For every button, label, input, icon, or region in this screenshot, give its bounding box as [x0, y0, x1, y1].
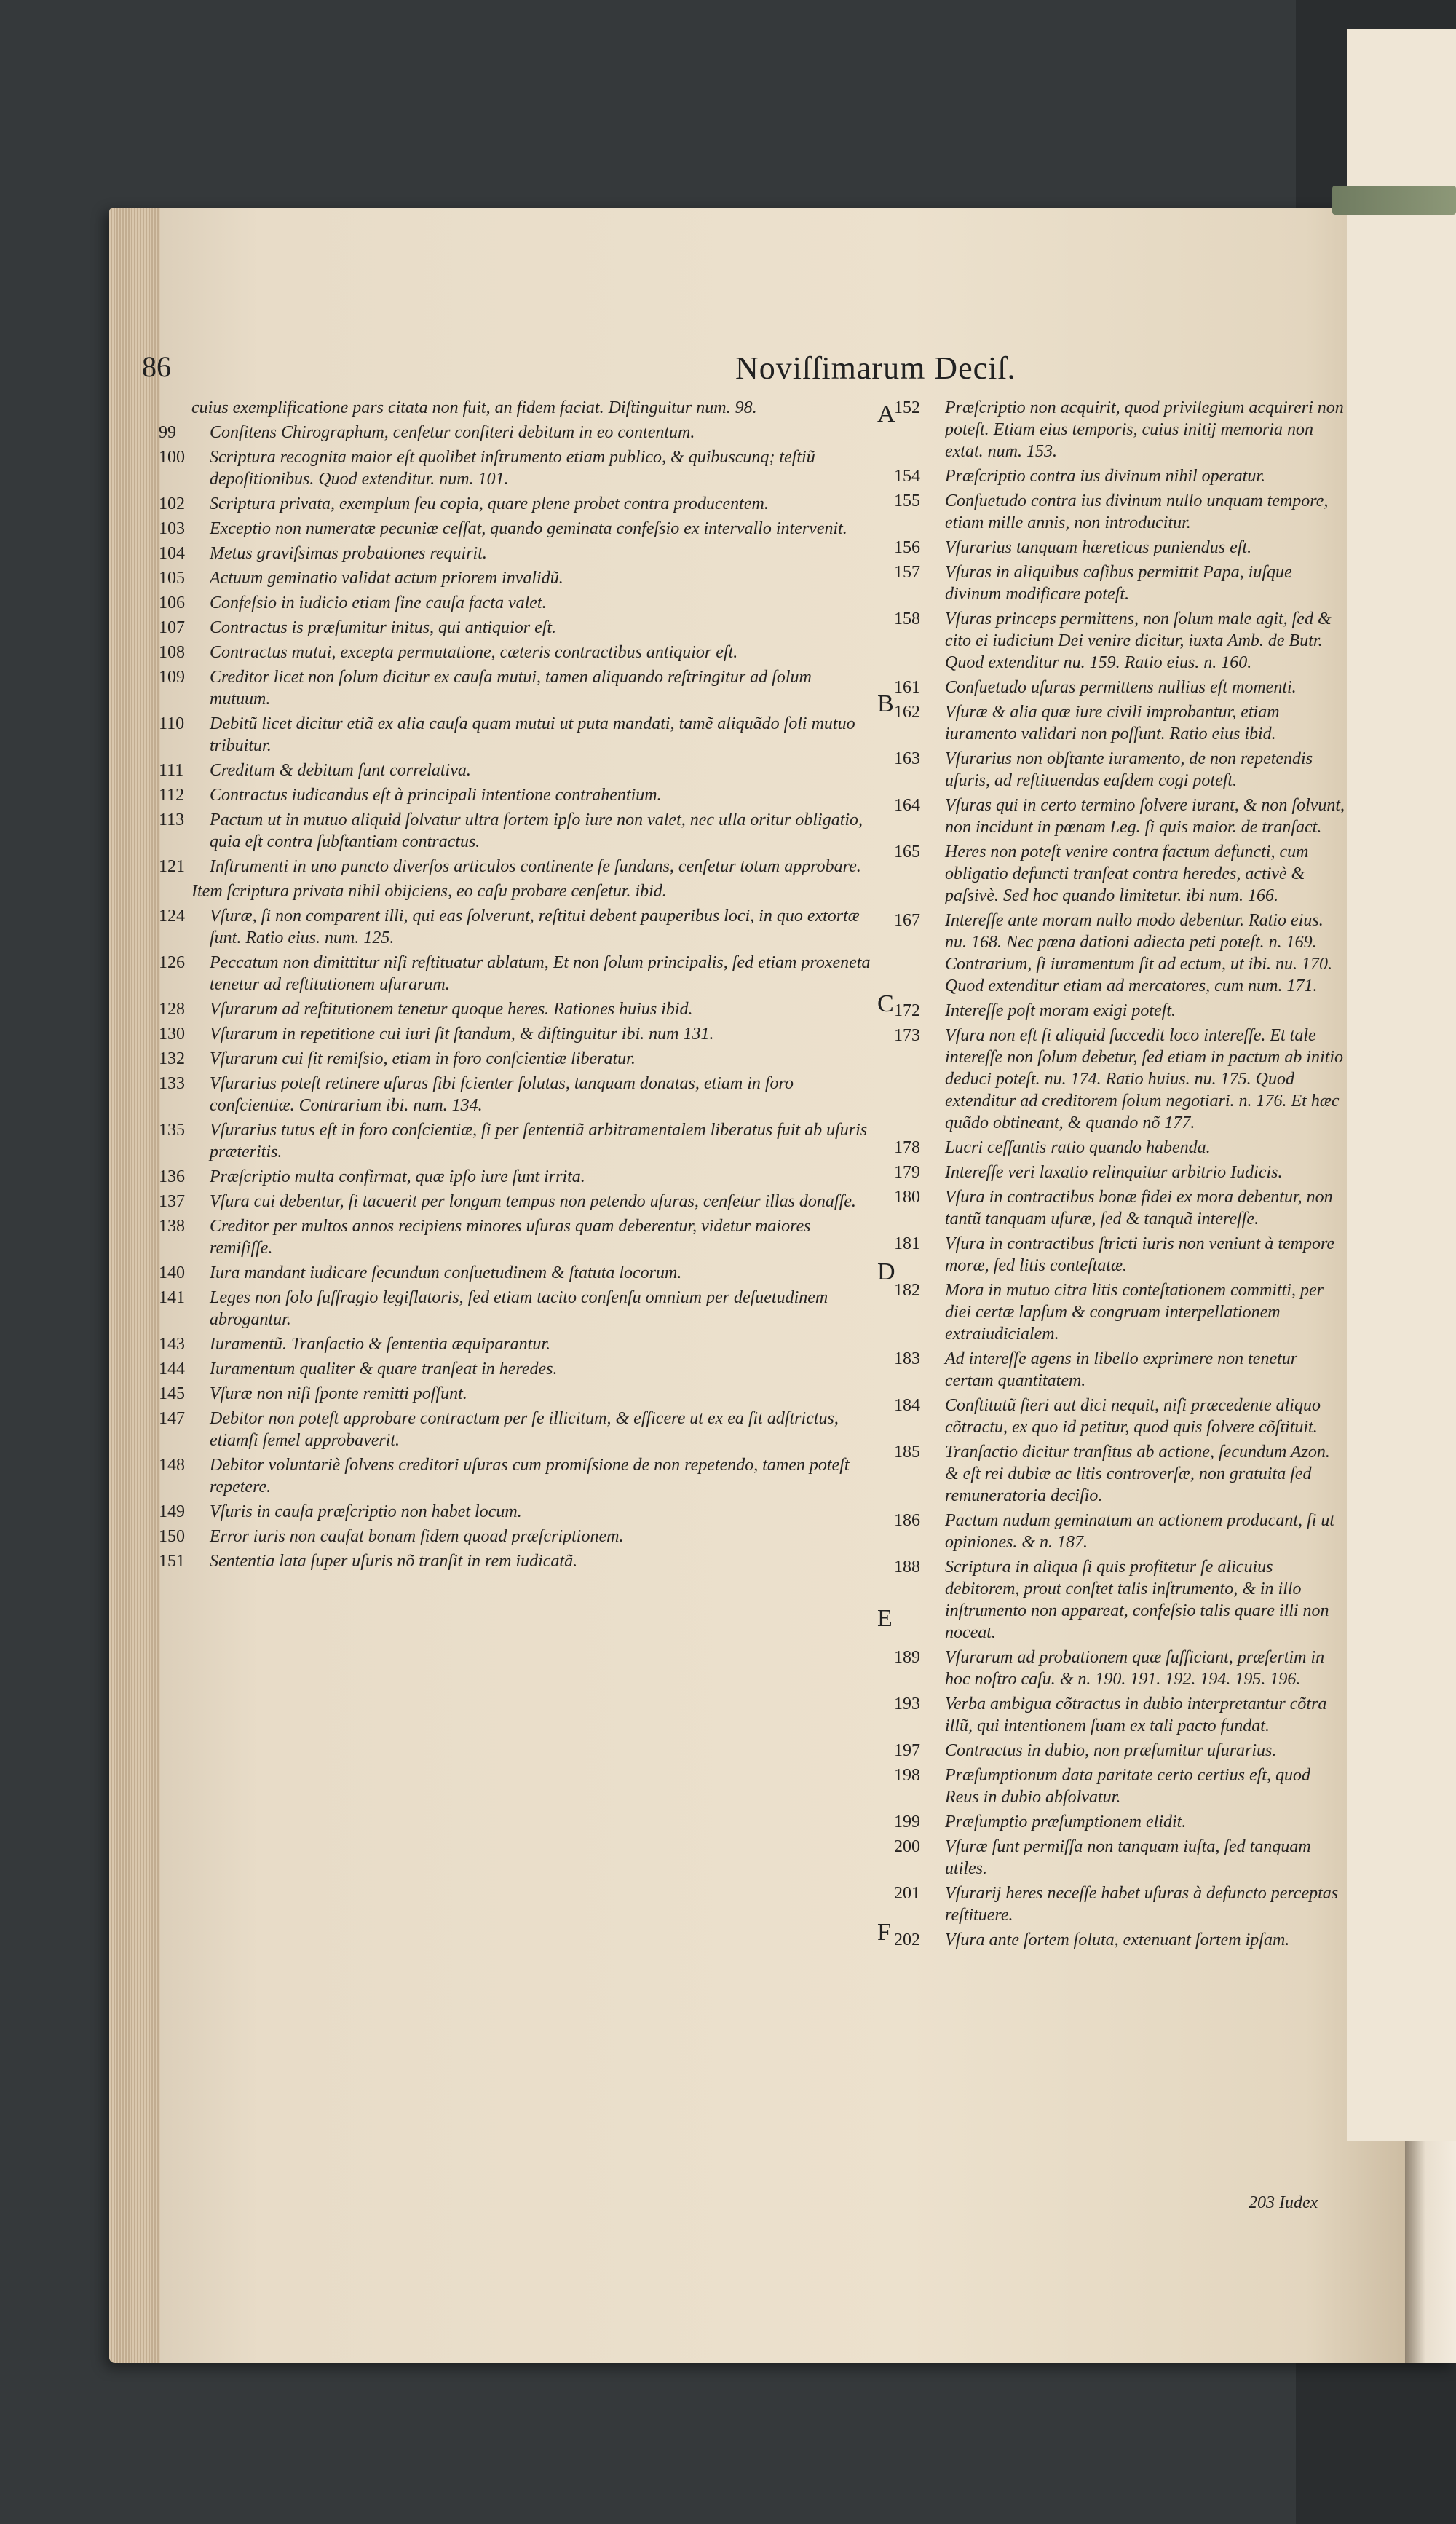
entry-text: cuius exemplificatione pars citata non fuit, an fidem faciat. Diſtinguitur num. 98.: [191, 398, 757, 417]
index-entry: [894, 1279, 1345, 1345]
index-entry: [894, 490, 1345, 534]
index-entry: [894, 1929, 1345, 1951]
entry-number: 143: [159, 1335, 185, 1354]
index-entry: [894, 1162, 1345, 1183]
index-entry: [894, 465, 1345, 487]
index-entry: [894, 1000, 1345, 1022]
entry-number: 150: [159, 1527, 185, 1546]
entry-text: Contractus iudicandus eſt à principali intentione contrahentium.: [210, 786, 662, 805]
index-entry: [159, 493, 876, 515]
index-entry: [894, 1025, 1345, 1134]
entry-text: Sententia lata ſuper uſuris nõ tranſit in rem iudicatã.: [210, 1552, 578, 1571]
entry-text: Confitens Chirographum, cenſetur confiteri debitum in eo contentum.: [210, 423, 695, 442]
entry-number: 163: [894, 749, 920, 768]
entry-number: 167: [894, 911, 920, 930]
entry-text: Confeſsio in iudicio etiam ſine cauſa facta valet.: [210, 593, 547, 612]
index-entry: [159, 518, 876, 540]
entry-number: 144: [159, 1360, 185, 1379]
entry-text: Vſura in contractibus bonæ fidei ex mora debentur, non tantũ tanquam uſuræ, ſed & tanquã intereſſe.: [945, 1188, 1333, 1229]
entry-number: 109: [159, 668, 185, 687]
entry-text: Contractus is præſumitur initus, qui antiquior eſt.: [210, 618, 557, 637]
index-entry: [159, 1408, 876, 1451]
entry-number: 173: [894, 1026, 920, 1045]
entry-text: Præſcriptio contra ius divinum nihil operatur.: [945, 467, 1266, 486]
entry-text: Præſcriptio multa confirmat, quæ ipſo iure ſunt irrita.: [210, 1167, 585, 1186]
entry-text: Intereſſe poſt moram exigi poteſt.: [945, 1001, 1176, 1020]
entry-text: Vſura cui debentur, ſi tacuerit per longum tempus non petendo uſuras, cenſetur illas donaſſe.: [210, 1192, 856, 1211]
entry-text: Iuramentum qualiter & quare tranſeat in heredes.: [210, 1360, 558, 1379]
index-entry: [894, 677, 1345, 698]
entry-text: Vſuras qui in certo termino ſolvere iurant, & non ſolvunt, non incidunt in pœnam Leg. ſi quis maior. de tranſact.: [945, 796, 1345, 837]
entry-text: Debitũ licet dicitur etiã ex alia cauſa quam mutui ut puta mandati, tamẽ aliquãdo ſoli mutuo tribuitur.: [210, 714, 855, 755]
entry-text: Ad intereſſe agens in libello exprimere non tenetur certam quantitatem.: [945, 1349, 1298, 1390]
entry-number: 184: [894, 1396, 920, 1415]
index-entry: [159, 952, 876, 995]
entry-text: Metus graviſsimas probationes requirit.: [210, 544, 487, 563]
entry-number: 105: [159, 569, 185, 588]
entry-number: 149: [159, 1502, 185, 1521]
entry-number: 188: [894, 1558, 920, 1577]
index-entry: [894, 1395, 1345, 1438]
entry-number: 155: [894, 492, 920, 510]
entry-number: 180: [894, 1188, 920, 1207]
index-entry: [894, 701, 1345, 745]
entry-text: Vſurarius non obſtante iuramento, de non repetendis uſuris, ad reſtituendas eaſdem cogi poteſt.: [945, 749, 1313, 790]
entry-text: Creditor per multos annos recipiens minores uſuras quam deberentur, videtur maiores remiſiſſe.: [210, 1217, 811, 1258]
entry-text: Pactum ut in mutuo aliquid ſolvatur ultra ſortem ipſo iure non valet, nec ulla oritur obligatio, quia eſt contra ſubſtantiam contractus.: [210, 811, 863, 851]
entry-number: 164: [894, 796, 920, 815]
index-entry: [159, 784, 876, 806]
entry-number: 202: [894, 1931, 920, 1949]
entry-number: 111: [159, 761, 184, 780]
entry-text: Præſcriptio non acquirit, quod privilegium acquireri non poteſt. Etiam eius temporis, cuius initij memoria non extat. num. 153.: [945, 398, 1344, 461]
index-entry: [159, 998, 876, 1020]
entry-number: 197: [894, 1741, 920, 1760]
index-entry: [159, 809, 876, 853]
entry-text: Vſuræ non niſi ſponte remitti poſſunt.: [210, 1384, 467, 1403]
entry-number: 102: [159, 494, 185, 513]
entry-text: Verba ambigua cõtractus in dubio interpretantur cõtra illũ, qui intentionem ſuam ex tali pacto fundat.: [945, 1695, 1327, 1735]
entry-text: Tranſactio dicitur tranſitus ab actione, ſecundum Azon. & eſt rei dubiæ ac litis controverſæ, non gratuita ſed remuneratoria deciſio.: [945, 1443, 1330, 1505]
entry-text: Præſumptionum data paritate certo certius eſt, quod Reus in dubio abſolvatur.: [945, 1766, 1310, 1807]
entry-number: 138: [159, 1217, 185, 1236]
index-entry: [894, 1137, 1345, 1159]
index-entry: [159, 1191, 876, 1212]
index-entry: [894, 748, 1345, 792]
index-entry: [894, 561, 1345, 605]
entry-number: 193: [894, 1695, 920, 1713]
index-entry: [159, 1023, 876, 1045]
entry-text: Vſurarum ad probationem quæ ſufficiant, præſertim in hoc noſtro caſu. & n. 190. 191. 192. 194. 195. 196.: [945, 1648, 1325, 1689]
entry-number: 189: [894, 1648, 920, 1667]
index-entry: [894, 1811, 1345, 1833]
entry-text: Heres non poteſt venire contra factum defuncti, cum obligatio defuncti tranſeat contra heredes, activè & paſsivè. Sed hoc quando limitetur. ibi num. 166.: [945, 843, 1309, 905]
entry-text: Peccatum non dimittitur niſi reſtituatur ablatum, Et non ſolum principalis, ſed etiam proxeneta tenetur ad reſtitutionem uſurarum.: [210, 953, 871, 994]
index-entry: [159, 1526, 876, 1547]
index-entry: [159, 543, 876, 564]
index-entry: [159, 1073, 876, 1116]
entry-number: 107: [159, 618, 185, 637]
entry-number: 182: [894, 1281, 920, 1300]
index-entry: [159, 856, 876, 878]
entry-number: 154: [894, 467, 920, 486]
entry-number: 130: [159, 1025, 185, 1044]
entry-number: 186: [894, 1511, 920, 1530]
binding-band: [1332, 186, 1456, 215]
index-entry: [159, 422, 876, 443]
entry-text: Debitor non poteſt approbare contractum per ſe illicitum, & efficere ut ex ea ſit adſtrictus, etiamſi ſemel approbaverit.: [210, 1409, 839, 1450]
entry-number: 106: [159, 593, 185, 612]
entry-text: Vſuræ ſunt permiſſa non tanquam iuſta, ſed tanquam utiles.: [945, 1837, 1311, 1878]
index-entry: [159, 1501, 876, 1523]
entry-number: 162: [894, 703, 920, 722]
entry-number: 145: [159, 1384, 185, 1403]
entry-text: Mora in mutuo citra litis conteſtationem committi, per diei certæ lapſum & congruam interpellationem extraiudicialem.: [945, 1281, 1324, 1344]
right-column: [894, 397, 1345, 1954]
entry-text: Præſumptio præſumptionem elidit.: [945, 1813, 1187, 1831]
entry-number: 121: [159, 857, 185, 876]
page-edges: [109, 208, 160, 2363]
entry-text: Vſurarius tutus eſt in foro conſcientiæ, ſi per ſententiã arbitramentalem liberatus fuit ab uſuris præteritis.: [210, 1121, 868, 1162]
entry-text: Inſtrumenti in uno puncto diverſos articulos continente ſe fundans, cenſetur totum approbare.: [210, 857, 861, 876]
index-entry: [894, 1348, 1345, 1392]
index-entry: [894, 794, 1345, 838]
catchword: 203 Iudex: [1249, 2193, 1318, 2212]
entry-number: 151: [159, 1552, 185, 1571]
index-entry: [159, 1119, 876, 1163]
entry-number: 172: [894, 1001, 920, 1020]
entry-text: Creditor licet non ſolum dicitur ex cauſa mutui, tamen aliquando reſtringitur ad ſolum mutuum.: [210, 668, 812, 709]
entry-number: 104: [159, 544, 185, 563]
index-entry: [159, 880, 876, 902]
entry-text: Intereſſe ante moram nullo modo debentur. Ratio eius. nu. 168. Nec pœna dationi adiecta peti poteſt. n. 169. Contrarium, ſi iuramentum ſit ad ectum, ut ibi. nu. 170. Quod extenditur etiam ad mercatores, cum num. 171.: [945, 911, 1332, 995]
entry-number: 128: [159, 1000, 185, 1019]
entry-number: 136: [159, 1167, 185, 1186]
index-entry: [159, 592, 876, 614]
index-entry: [159, 1262, 876, 1284]
entry-number: 157: [894, 563, 920, 582]
index-entry: [894, 1510, 1345, 1553]
margin-letter: E: [877, 1605, 893, 1632]
entry-text: Actuum geminatio validat actum priorem invalidũ.: [210, 569, 563, 588]
entry-text: Contractus in dubio, non præſumitur uſurarius.: [945, 1741, 1277, 1760]
index-entry: [159, 1166, 876, 1188]
entry-text: Vſura ante ſortem ſoluta, extenuant ſortem ipſam.: [945, 1931, 1290, 1949]
entry-text: Vſurarum ad reſtitutionem tenetur quoque heres. Rationes huius ibid.: [210, 1000, 693, 1019]
index-entry: [159, 1358, 876, 1380]
index-entry: [159, 617, 876, 639]
entry-text: Vſuris in cauſa præſcriptio non habet locum.: [210, 1502, 522, 1521]
index-entry: [894, 537, 1345, 559]
index-entry: [894, 608, 1345, 674]
index-entry: [159, 446, 876, 490]
entry-number: 161: [894, 678, 920, 697]
entry-text: Exceptio non numeratæ pecuniæ ceſſat, quando geminata confeſsio ex intervallo intervenit.: [210, 519, 847, 538]
entry-text: Scriptura in aliqua ſi quis profitetur ſe alicuius debitorem, prout conſtet talis inſtrumento, & in illo inſtrumento non appareat, confeſsio talis quare illi non noceat.: [945, 1558, 1329, 1642]
entry-number: 137: [159, 1192, 185, 1211]
margin-letter: F: [877, 1919, 891, 1946]
index-entry: [159, 760, 876, 781]
index-entry: [159, 713, 876, 757]
index-entry: [159, 1550, 876, 1572]
entry-text: Vſuras princeps permittens, non ſolum male agit, ſed & cito ei iudicium Dei venire dicitur, iuxta Amb. de Butr. Quod extenditur nu. 159. Ratio eius. n. 160.: [945, 610, 1332, 672]
entry-number: 100: [159, 448, 185, 467]
entry-text: Scriptura privata, exemplum ſeu copia, quare plene probet contra producentem.: [210, 494, 769, 513]
entry-number: 99: [159, 423, 176, 442]
entry-text: Conſuetudo contra ius divinum nullo unquam tempore, etiam mille annis, non introducitur.: [945, 492, 1329, 532]
index-entry: [894, 910, 1345, 997]
entry-number: 103: [159, 519, 185, 538]
entry-text: Leges non ſolo ſuffragio legiſlatoris, ſed etiam tacito conſenſu omnium per deſuetudinem abrogantur.: [210, 1288, 828, 1329]
index-entry: [159, 1215, 876, 1259]
index-entry: [894, 1882, 1345, 1926]
entry-text: Vſurarum in repetitione cui iuri ſit ſtandum, & diſtinguitur ibi. num 131.: [210, 1025, 714, 1044]
entry-number: 178: [894, 1138, 920, 1157]
index-entry: [894, 1740, 1345, 1762]
entry-number: 113: [159, 811, 185, 829]
index-entry: [159, 1287, 876, 1330]
entry-number: 141: [159, 1288, 185, 1307]
entry-text: Conſtitutũ fieri aut dici nequit, niſi præcedente aliquo cõtractu, ex quo id petitur, quod quis ſolvere cõſtituit.: [945, 1396, 1321, 1437]
entry-number: 156: [894, 538, 920, 557]
entry-text: Vſuras in aliquibus caſibus permittit Papa, iuſque divinum modificare poteſt.: [945, 563, 1292, 604]
index-entry: [159, 567, 876, 589]
entry-number: 200: [894, 1837, 920, 1856]
entry-text: Iura mandant iudicare ſecundum conſuetudinem & ſtatuta locorum.: [210, 1263, 682, 1282]
index-entry: [159, 666, 876, 710]
entry-number: 147: [159, 1409, 185, 1428]
entry-number: 199: [894, 1813, 920, 1831]
page-header: [142, 350, 1263, 393]
entry-number: 108: [159, 643, 185, 662]
entry-number: 124: [159, 907, 185, 926]
entry-number: 140: [159, 1263, 185, 1282]
entry-number: 179: [894, 1163, 920, 1182]
index-entry: [159, 642, 876, 663]
entry-text: Error iuris non cauſat bonam fidem quoad præſcriptionem.: [210, 1527, 624, 1546]
entry-number: 152: [894, 398, 920, 417]
entry-number: 110: [159, 714, 185, 733]
entry-number: 165: [894, 843, 920, 861]
margin-letter: D: [877, 1258, 895, 1285]
index-entry: [159, 1333, 876, 1355]
margin-letter: B: [877, 690, 894, 717]
entry-text: Scriptura recognita maior eſt quolibet inſtrumento etiam publico, & quibuscunq; teſtiũ depoſitionibus. Quod extenditur. num. 101.: [210, 448, 815, 489]
left-column: [159, 397, 876, 1575]
entry-text: Item ſcriptura privata nihil obijciens, eo caſu probare cenſetur. ibid.: [191, 882, 667, 901]
index-entry: [894, 397, 1345, 462]
index-entry: [894, 841, 1345, 907]
entry-text: Intereſſe veri laxatio relinquitur arbitrio Iudicis.: [945, 1163, 1283, 1182]
entry-number: 148: [159, 1456, 185, 1475]
entry-number: 181: [894, 1234, 920, 1253]
folio-number: 86: [142, 350, 171, 383]
index-entry: [159, 1048, 876, 1070]
index-entry: [894, 1186, 1345, 1230]
index-entry: [894, 1556, 1345, 1644]
entry-number: 133: [159, 1074, 185, 1093]
entry-text: Vſura in contractibus ſtricti iuris non veniunt à tempore moræ, ſed litis conteſtatæ.: [945, 1234, 1335, 1275]
entry-text: Lucri ceſſantis ratio quando habenda.: [945, 1138, 1211, 1157]
entry-number: 132: [159, 1049, 185, 1068]
running-title: Noviſſimarum Deciſ.: [735, 350, 1016, 386]
index-entry: [894, 1646, 1345, 1690]
entry-number: 158: [894, 610, 920, 628]
entry-text: Iuramentũ. Tranſactio & ſententia æquiparantur.: [210, 1335, 551, 1354]
entry-number: 135: [159, 1121, 185, 1140]
index-entry: [894, 1764, 1345, 1808]
margin-letter: C: [877, 990, 894, 1017]
index-entry: [894, 1693, 1345, 1737]
index-entry: [159, 1454, 876, 1498]
entry-number: 183: [894, 1349, 920, 1368]
index-entry: [894, 1836, 1345, 1880]
entry-number: 126: [159, 953, 185, 972]
entry-text: Conſuetudo uſuras permittens nullius eſt momenti.: [945, 678, 1297, 697]
entry-text: Contractus mutui, excepta permutatione, cæteris contractibus antiquior eſt.: [210, 643, 738, 662]
entry-text: Pactum nudum geminatum an actionem producant, ſi ut opiniones. & n. 187.: [945, 1511, 1335, 1552]
margin-letter: A: [877, 401, 895, 427]
entry-text: Vſuræ & alia quæ iure civili improbantur, etiam iuramento validari non poſſunt. Ratio eius ibid.: [945, 703, 1280, 744]
facing-page: [1347, 29, 1456, 2141]
entry-number: 112: [159, 786, 185, 805]
index-entry: [894, 1233, 1345, 1277]
entry-number: 201: [894, 1884, 920, 1903]
entry-number: 185: [894, 1443, 920, 1462]
entry-text: Vſura non eſt ſi aliquid ſuccedit loco intereſſe. Et tale intereſſe non ſolum debetur, ſed etiam in pactum ab initio deduci poteſt. nu. 174. Ratio huius. nu. 175. Quod extenditur ad creditorem ſolum negotiari. n. 176. Et hæc quãdo obtineant, & quando nõ 177.: [945, 1026, 1344, 1132]
index-entry: [159, 1383, 876, 1405]
index-entry: [159, 397, 876, 419]
entry-text: Debitor voluntariè ſolvens creditori uſuras cum promiſsione de non repetendo, tamen poteſt repetere.: [210, 1456, 850, 1496]
entry-text: Creditum & debitum ſunt correlativa.: [210, 761, 471, 780]
entry-number: 198: [894, 1766, 920, 1785]
entry-text: Vſurarius poteſt retinere uſuras ſibi ſcienter ſolutas, tanquam donatas, etiam in foro conſcientiæ. Contrarium ibi. num. 134.: [210, 1074, 794, 1115]
entry-text: Vſurarij heres neceſſe habet uſuras à defuncto perceptas reſtituere.: [945, 1884, 1339, 1925]
index-entry: [894, 1441, 1345, 1507]
entry-text: Vſuræ, ſi non comparent illi, qui eas ſolverunt, reſtitui debent pauperibus loci, in quo extortæ ſunt. Ratio eius. num. 125.: [210, 907, 860, 947]
index-entry: [159, 905, 876, 949]
entry-text: Vſurarius tanquam hæreticus puniendus eſt.: [945, 538, 1252, 557]
entry-text: Vſurarum cui ſit remiſsio, etiam in foro conſcientiæ liberatur.: [210, 1049, 636, 1068]
